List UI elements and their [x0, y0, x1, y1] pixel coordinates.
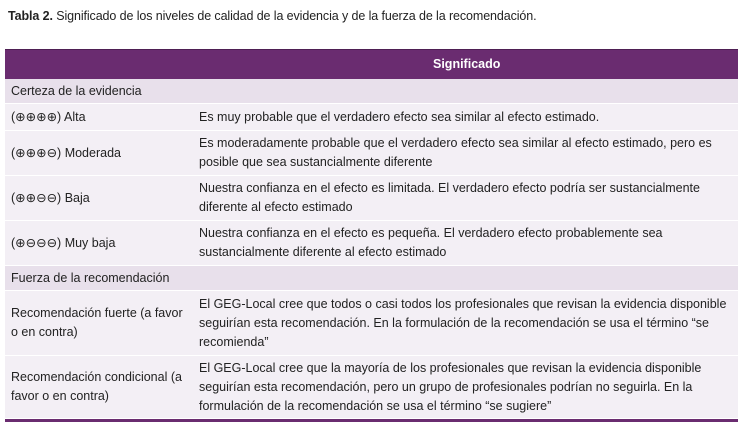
row-meaning: Nuestra confianza en el efecto es pequeña. El verdadero efecto probablemente sea sustancialmente diferente al efecto estimado: [199, 226, 663, 259]
row-meaning: Es muy probable que el verdadero efecto sea similar al efecto estimado.: [199, 109, 600, 124]
table-row: [5, 131, 738, 176]
caption-label: Tabla 2.: [8, 9, 53, 23]
row-term: Recomendación condicional (a favor o en contra): [11, 370, 182, 403]
row-term: Recomendación fuerte (a favor o en contra): [11, 306, 183, 339]
header-significado: Significado: [433, 57, 501, 71]
section-fuerza: Fuerza de la recomendación: [5, 266, 738, 291]
table-row: [5, 104, 738, 131]
row-meaning: El GEG-Local cree que todos o casi todos los profesionales que revisan la evidencia disponible seguirían esta recomendación. En la formulación de la recomendación se usa el término “se recomienda”: [199, 296, 727, 349]
row-term: (⊕⊕⊕⊖) Moderada: [11, 145, 121, 160]
row-meaning: El GEG-Local cree que la mayoría de los profesionales que revisan la evidencia disponible seguirían esta recomendación, pero un grupo de profesionales podrían no seguirla. En la formulación de la recomendación se usa el término “se sugiere”: [199, 360, 702, 413]
row-term: (⊕⊕⊖⊖) Baja: [11, 190, 90, 205]
table-header: [5, 49, 738, 79]
row-meaning: Es moderadamente probable que el verdadero efecto sea similar al efecto estimado, pero es posible que sea sustancialmente diferente: [199, 136, 712, 169]
table-row: [5, 356, 738, 419]
table-caption: [8, 9, 537, 23]
row-meaning: Nuestra confianza en el efecto es limitada. El verdadero efecto podría ser sustancialmente diferente al efecto estimado: [199, 181, 700, 214]
row-term: (⊕⊕⊕⊕) Alta: [11, 109, 86, 124]
section-certeza: Certeza de la evidencia: [5, 79, 738, 104]
caption-text: Significado de los niveles de calidad de la evidencia y de la fuerza de la recomendación.: [56, 9, 537, 23]
row-term: (⊕⊖⊖⊖) Muy baja: [11, 235, 116, 250]
table-row: [5, 291, 738, 356]
quality-table: [5, 49, 738, 422]
table-row: [5, 221, 738, 266]
table-row: [5, 176, 738, 221]
